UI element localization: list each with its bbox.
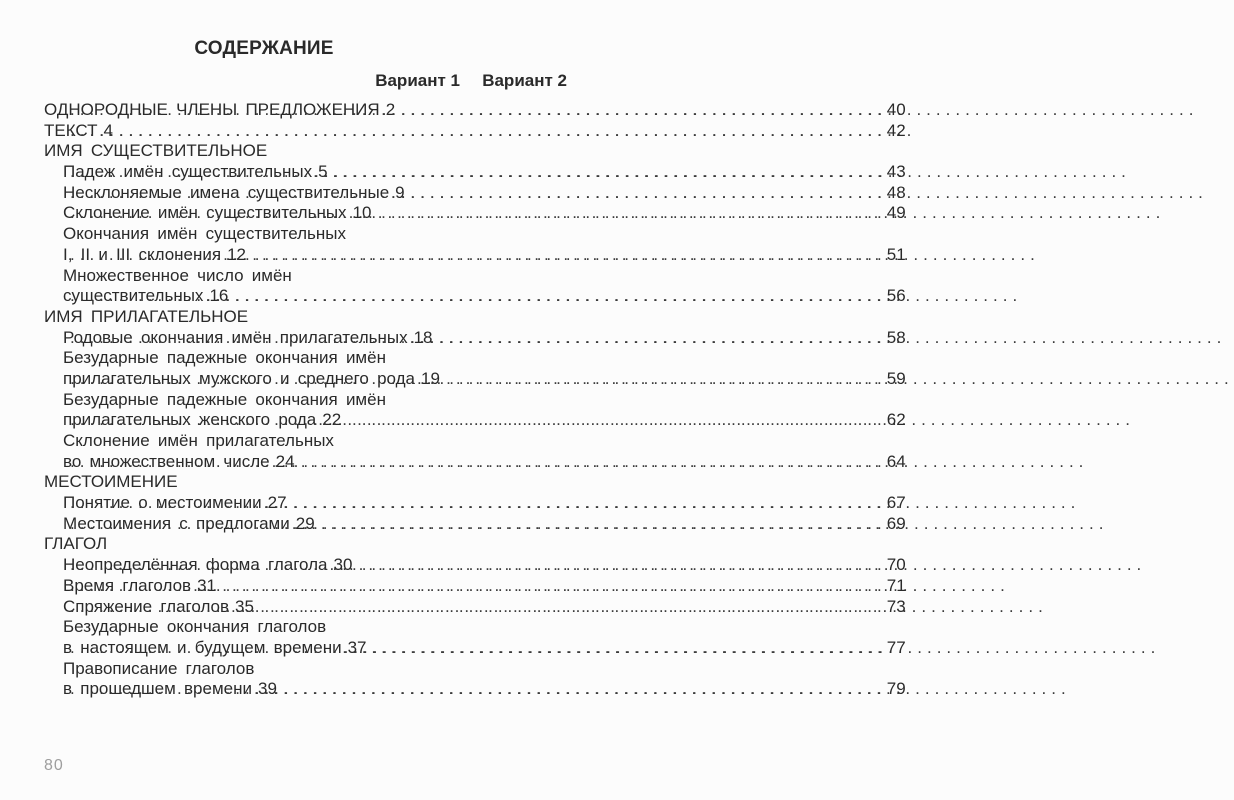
- toc-entry: [44, 472, 567, 493]
- toc-entry-variant2-column: [44, 410, 906, 431]
- toc-entry-title: Склонение имён существительных: [63, 203, 347, 223]
- variant2-page-number: 64: [886, 451, 906, 471]
- dot-leader: [68, 410, 887, 431]
- variant2-page-number: 70: [886, 555, 906, 575]
- toc-entry: [44, 120, 906, 142]
- toc-entry-variant2-column: [44, 555, 906, 576]
- toc-entry-variant2-column: [44, 245, 906, 266]
- toc-entry: [44, 182, 906, 204]
- toc-entry-title: I, II и III склонения: [63, 244, 222, 264]
- variant1-page-number: 12: [227, 244, 246, 264]
- variant1-page-number: 4: [103, 120, 114, 140]
- dot-leader: [68, 576, 887, 597]
- toc-entry-line: [44, 327, 906, 349]
- variant2-page-number: 56: [886, 286, 906, 306]
- page-title: СОДЕРЖАНИЕ: [194, 38, 334, 59]
- toc-entry-line: [44, 141, 567, 162]
- toc-entry: [44, 389, 906, 431]
- variant1-page-number: 27: [267, 493, 287, 513]
- dot-leader: [68, 555, 887, 576]
- toc-entry-line: [44, 266, 567, 287]
- toc-entry-line: [44, 617, 567, 638]
- toc-entry: [44, 575, 906, 597]
- toc-entry: [44, 265, 906, 307]
- variant1-page-number: 10: [352, 203, 372, 223]
- toc-entry-title: ОДНОРОДНЫЕ ЧЛЕНЫ ПРЕДЛОЖЕНИЯ: [44, 100, 380, 119]
- toc-entry: [44, 162, 906, 183]
- toc-entry-variant2-column: [44, 328, 906, 349]
- toc-entry-line: [44, 513, 906, 535]
- variant1-page-number: 39: [257, 679, 277, 699]
- toc-entry-title: Склонение имён прилагательных: [63, 431, 334, 450]
- variant1-page-number: 37: [347, 637, 367, 657]
- toc-entry-main-column: [44, 307, 567, 328]
- toc-entry: [44, 307, 567, 328]
- dot-leader: [68, 183, 887, 204]
- toc-entry: [44, 224, 906, 265]
- toc-entry: [44, 617, 906, 658]
- variant2-page-number: 67: [886, 493, 906, 513]
- toc-entry-title: в настоящем и будущем времени: [63, 637, 342, 657]
- dot-leader: [68, 452, 887, 473]
- dot-leader: [68, 514, 887, 535]
- variant1-column-header: Вариант 1: [375, 71, 460, 90]
- toc-entry-title: существительных: [63, 286, 204, 306]
- toc-entry-title: Безударные падежные окончания имён: [63, 348, 386, 368]
- dot-leader: [68, 679, 887, 700]
- variant2-page-number: 49: [886, 203, 906, 223]
- toc-entry-title: Местоимения с предлогами: [63, 513, 290, 533]
- toc-entry: [44, 348, 906, 389]
- toc-list: [44, 100, 906, 700]
- toc-entry-line: [44, 659, 567, 680]
- toc-entry-line: [44, 451, 906, 473]
- toc-entry-line: [44, 244, 906, 266]
- dot-leader: [68, 328, 887, 349]
- dot-leader: [68, 369, 887, 390]
- toc-entry-main-column: [44, 534, 567, 555]
- toc-entry-line: [44, 431, 567, 452]
- toc-entry: [44, 555, 906, 576]
- variant1-page-number: 29: [295, 513, 315, 533]
- toc-entry-variant2-column: [44, 452, 906, 473]
- variant-column-headers: [44, 71, 567, 91]
- toc-entry-variant2-column: [44, 203, 906, 224]
- toc-entry-line: [44, 368, 906, 390]
- toc-entry-line: [44, 120, 906, 142]
- variant1-page-number: 18: [413, 327, 433, 347]
- toc-entry-line: [44, 100, 906, 121]
- variant2-page-number: 77: [886, 637, 906, 657]
- toc-entry-line: [44, 203, 906, 224]
- toc-entry-title: прилагательных женского рода: [63, 410, 317, 430]
- dot-leader: [68, 245, 887, 266]
- variant2-page-number: 71: [886, 575, 906, 595]
- toc-entry-main-column: [44, 659, 567, 680]
- variant2-page-number: 40: [886, 100, 906, 119]
- toc-entry: [44, 658, 906, 700]
- toc-entry-line: [44, 224, 567, 245]
- toc-entry-variant2-column: [44, 121, 906, 142]
- toc-entry-line: [44, 286, 906, 307]
- toc-entry: [44, 493, 906, 514]
- variant2-page-number: 62: [886, 410, 906, 430]
- toc-entry: [44, 534, 567, 555]
- toc-entry: [44, 327, 906, 349]
- toc-entry-variant2-column: [44, 100, 906, 121]
- toc-entry-title: Падеж имён существительных: [63, 162, 313, 182]
- toc-entry-line: [44, 307, 567, 328]
- variant1-page-number: 22: [322, 410, 342, 430]
- toc-entry-line: [44, 348, 567, 369]
- dot-leader: [68, 597, 887, 618]
- toc-entry-main-column: [44, 617, 567, 638]
- toc-entry-variant2-column: [44, 286, 906, 307]
- variant1-page-number: 16: [209, 286, 229, 306]
- toc-entry-title: Родовые окончания имён прилагательных: [63, 327, 408, 347]
- toc-entry-title: ТЕКСТ: [44, 120, 98, 140]
- toc-entry-main-column: [44, 431, 567, 452]
- variant1-page-number: 31: [197, 575, 216, 595]
- toc-entry-main-column: [44, 141, 567, 162]
- toc-entry-title: Несклоняемые имена существительные: [63, 182, 390, 202]
- variant1-page-number: 24: [275, 451, 295, 471]
- toc-entry-variant2-column: [44, 162, 906, 183]
- variant2-page-number: 51: [886, 244, 906, 264]
- toc-entry-variant2-column: [44, 679, 906, 700]
- toc-entry: [44, 203, 906, 224]
- dot-leader: [68, 162, 887, 183]
- toc-entry-title: Понятие о местоимении: [63, 493, 262, 513]
- toc-entry-line: [44, 555, 906, 576]
- toc-entry-variant2-column: [44, 493, 906, 514]
- variant2-page-number: 48: [886, 182, 906, 202]
- toc-entry-variant2-column: [44, 369, 906, 390]
- toc-entry-variant2-column: [44, 638, 906, 659]
- toc-entry-line: [44, 575, 906, 597]
- toc-entry-title: ГЛАГОЛ: [44, 534, 108, 554]
- variant1-page-number: 30: [333, 555, 353, 575]
- toc-entry-main-column: [44, 348, 567, 369]
- dot-leader: [68, 121, 887, 142]
- variant2-page-number: 69: [886, 513, 906, 533]
- variant1-page-number: 5: [318, 162, 328, 182]
- toc-entry-line: [44, 534, 567, 555]
- toc-entry-title: в прошедшем времени: [63, 679, 252, 699]
- toc-entry-title: Правописание глаголов: [63, 658, 255, 678]
- toc-entry-line: [44, 410, 906, 431]
- variant2-page-number: 79: [886, 679, 906, 699]
- toc-entry-line: [44, 679, 906, 700]
- toc-entry-line: [44, 390, 567, 411]
- variant2-column-header: Вариант 2: [482, 71, 567, 90]
- variant1-page-number: 35: [235, 596, 254, 616]
- toc-entry-line: [44, 637, 906, 659]
- toc-entry-variant2-column: [44, 597, 906, 618]
- toc-entry: [44, 431, 906, 472]
- toc-entry-main-column: [44, 390, 567, 411]
- toc-entry: [44, 100, 906, 121]
- dot-leader: [68, 286, 887, 307]
- toc-entry-main-column: [44, 224, 567, 245]
- toc-entry-variant2-column: [44, 183, 906, 204]
- variant2-page-number: 42: [886, 120, 906, 140]
- toc-entry-main-column: [44, 472, 567, 493]
- toc-entry-title: ИМЯ СУЩЕСТВИТЕЛЬНОЕ: [44, 141, 268, 161]
- variant2-page-number: 73: [886, 596, 906, 616]
- toc-entry-title: Время глаголов: [63, 575, 192, 595]
- variant2-page-number: 59: [886, 368, 906, 388]
- toc-entry-title: Окончания имён существительных: [63, 224, 347, 244]
- toc-entry-line: [44, 162, 906, 183]
- toc-entry: [44, 513, 906, 535]
- toc-entry-main-column: [44, 266, 567, 287]
- toc-entry-line: [44, 472, 567, 493]
- toc-entry-title: ИМЯ ПРИЛАГАТЕЛЬНОЕ: [44, 306, 249, 326]
- variant2-page-number: 43: [886, 162, 906, 182]
- toc-entry-title: Безударные окончания глаголов: [63, 617, 327, 637]
- toc-entry-variant2-column: [44, 576, 906, 597]
- toc-entry: [44, 141, 567, 162]
- toc-entry-line: [44, 493, 906, 514]
- toc-entry-variant2-column: [44, 514, 906, 535]
- folio-page-number: 80: [44, 757, 64, 774]
- dot-leader: [68, 493, 887, 514]
- variant1-page-number: 2: [385, 100, 396, 119]
- toc-entry-line: [44, 596, 906, 618]
- toc-entry-title: Множественное число имён: [63, 265, 292, 285]
- toc-entry: [44, 596, 906, 618]
- dot-leader: [68, 100, 887, 121]
- toc-entry-title: Спряжение глаголов: [63, 596, 230, 616]
- toc-entry-title: прилагательных мужского и среднего рода: [63, 368, 415, 388]
- toc-entry-title: Неопределённая форма глагола: [63, 555, 328, 575]
- dot-leader: [68, 203, 887, 224]
- toc-entry-line: [44, 182, 906, 204]
- variant1-page-number: 9: [395, 182, 405, 202]
- dot-leader: [68, 638, 887, 659]
- variant1-page-number: 19: [421, 368, 440, 388]
- toc-entry-title: МЕСТОИМЕНИЕ: [44, 472, 178, 492]
- variant2-page-number: 58: [886, 327, 906, 347]
- toc-entry-title: во множественном числе: [63, 451, 270, 471]
- toc-entry-title: Безударные падежные окончания имён: [63, 389, 386, 409]
